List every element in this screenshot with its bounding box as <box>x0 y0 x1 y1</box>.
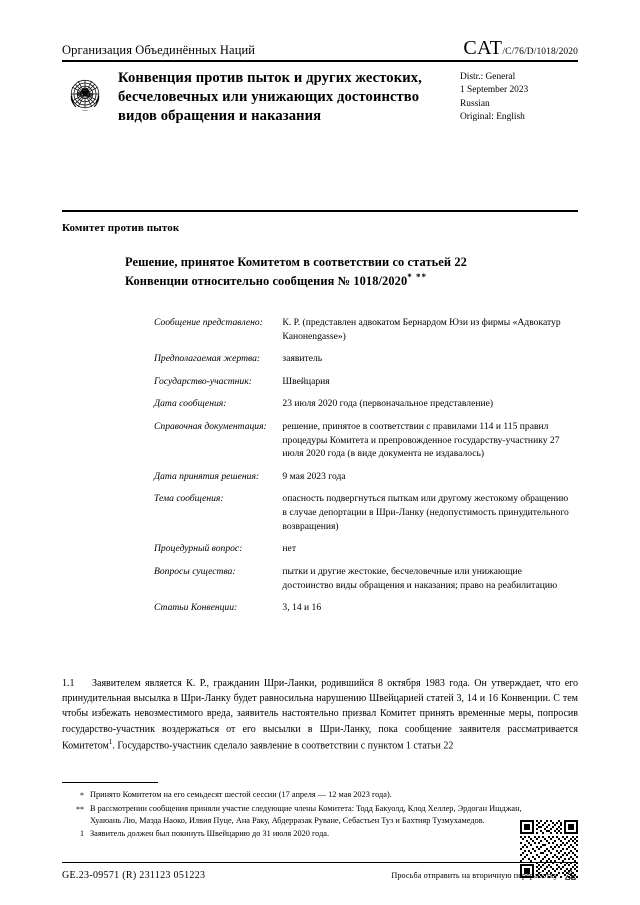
decision-heading-text: Решение, принятое Комитетом в соответствии со статьей 22 Конвенции относительно сообщения № 1018/2020 <box>125 255 467 289</box>
paragraph-text-continued: . Государство-участник сделало заявление в соответствии с пунктом 1 статьи 22 <box>112 740 454 752</box>
table-row <box>154 397 574 420</box>
detail-label: Дата принятия решения: <box>154 470 260 482</box>
page-footer <box>62 868 578 883</box>
footnote-mark: 1 <box>80 828 84 838</box>
footnote-item <box>62 789 532 802</box>
table-row <box>154 316 574 352</box>
table-row <box>154 420 574 470</box>
paragraph-text: Заявителем является К. Р., гражданин Шри-Ланки, родившийся 8 октября 1983 года. Он утверждает, что его принудительная высылка в Шри-Ланку будет равносильна нарушению Швейцарией статей 3, 14 и 16 Конвенции. С тем чтобы избежать невозместимого вреда, заявитель настоятельно призвал Комитет принять временные меры, попросив государство-участник воздержаться от его высылки в Шри-Ланку, пока сообщение заявителя рассматривается Комитетом <box>62 678 578 752</box>
paragraph-1-1 <box>62 676 578 753</box>
detail-value: заявитель <box>282 353 323 365</box>
detail-label: Дата сообщения: <box>154 398 227 410</box>
paragraph-footnote-ref: 1 <box>108 737 113 746</box>
document-original-language: Original: English <box>460 112 525 123</box>
table-row <box>154 542 574 565</box>
case-details-table <box>154 316 574 624</box>
detail-label: Справочная документация: <box>154 421 267 433</box>
detail-label: Вопросы существа: <box>154 565 236 577</box>
recycle-notice <box>391 868 578 883</box>
document-symbol-main: CAT <box>463 37 503 59</box>
decision-heading-footnote-marks: * ** <box>407 272 427 283</box>
case-details-body <box>154 316 574 624</box>
document-code: GE.23-09571 (R) 231123 051223 <box>62 870 206 881</box>
footnote-mark: ** <box>76 804 84 814</box>
detail-value: решение, принятое в соответствии с правилами 114 и 115 правил процедуры Комитета и препровожденное государству-участнику 27 июля 2020 года (в виде документа не издавалось) <box>282 421 560 460</box>
footnote-mark: * <box>80 791 84 800</box>
detail-label: Статьи Конвенции: <box>154 602 238 614</box>
document-symbol-sub: /C/76/D/1018/2020 <box>502 47 578 57</box>
document-date: 1 September 2023 <box>460 85 529 96</box>
organization-name: Организация Объединённых Наций <box>62 43 256 57</box>
masthead-top-row <box>62 38 578 60</box>
detail-label: Процедурный вопрос: <box>154 543 243 555</box>
paragraph-number: 1.1 <box>62 678 75 689</box>
table-row <box>154 565 574 601</box>
recycle-icon <box>563 868 578 883</box>
un-emblem-icon <box>62 71 108 117</box>
document-language: Russian <box>460 98 490 109</box>
detail-value: пытки и другие жестокие, бесчеловечные или унижающие достоинство виды обращения и наказания; право на реабилитацию <box>282 565 558 591</box>
footnote-item <box>62 803 532 827</box>
detail-value: 3, 14 и 16 <box>282 602 322 614</box>
masthead-body <box>62 62 578 126</box>
recycle-text: Просьба отправить на вторичную переработку <box>391 871 558 880</box>
detail-value: 23 июля 2020 года (первоначальное представление) <box>282 398 494 410</box>
document-symbol <box>463 38 578 58</box>
footnote-text: В рассмотрении сообщения приняли участие следующие члены Комитета: Тодд Бакуолд, Клод Хеллер, Эрдоган Ишджан, Хуаюань Лю, Маэда Наоко, Илвия Пуце, Ана Раку, Абдерразак Руване, Себастьен Туз и Бахтияр Тузмухамедов. <box>90 803 522 825</box>
table-row <box>154 601 574 624</box>
detail-label: Государство-участник: <box>154 375 252 387</box>
detail-value: 9 мая 2023 года <box>282 470 346 482</box>
footnote-item <box>62 828 532 840</box>
masthead <box>62 38 578 126</box>
table-row <box>154 492 574 542</box>
detail-value: нет <box>282 543 297 555</box>
table-row <box>154 352 574 375</box>
detail-value: опасность подвергнуться пыткам или другому жестокому обращению в случае депортации в Шри-Ланку (недопустимость принудительного возвращения) <box>282 493 569 532</box>
footer-separator <box>62 862 578 863</box>
masthead-bottom-rule <box>62 210 578 212</box>
table-row <box>154 470 574 493</box>
footnote-separator <box>62 782 158 783</box>
footnote-text: Принято Комитетом на его семьдесят шестой сессии (17 апреля — 12 мая 2023 года). <box>90 790 392 799</box>
distribution-block <box>460 69 578 124</box>
detail-label: Предполагаемая жертва: <box>154 353 261 365</box>
distribution-line: Distr.: General <box>460 72 516 82</box>
detail-value: К. Р. (представлен адвокатом Бернардом Юзи из фирмы «Адвокатур Канонengassе») <box>282 317 561 342</box>
detail-value: Швейцария <box>282 375 330 387</box>
footnote-text: Заявитель должен был покинуть Швейцарию до 31 июля 2020 года. <box>90 828 330 838</box>
footnotes <box>62 789 532 841</box>
convention-title: Конвенция против пыток и других жестоких, бесчеловечных или унижающих достоинство видов обращения и наказания <box>118 70 422 124</box>
detail-label: Тема сообщения: <box>154 493 224 505</box>
decision-heading <box>125 254 525 290</box>
committee-name: Комитет против пыток <box>62 222 180 234</box>
table-row <box>154 375 574 398</box>
detail-label: Сообщение представлено: <box>154 317 263 328</box>
